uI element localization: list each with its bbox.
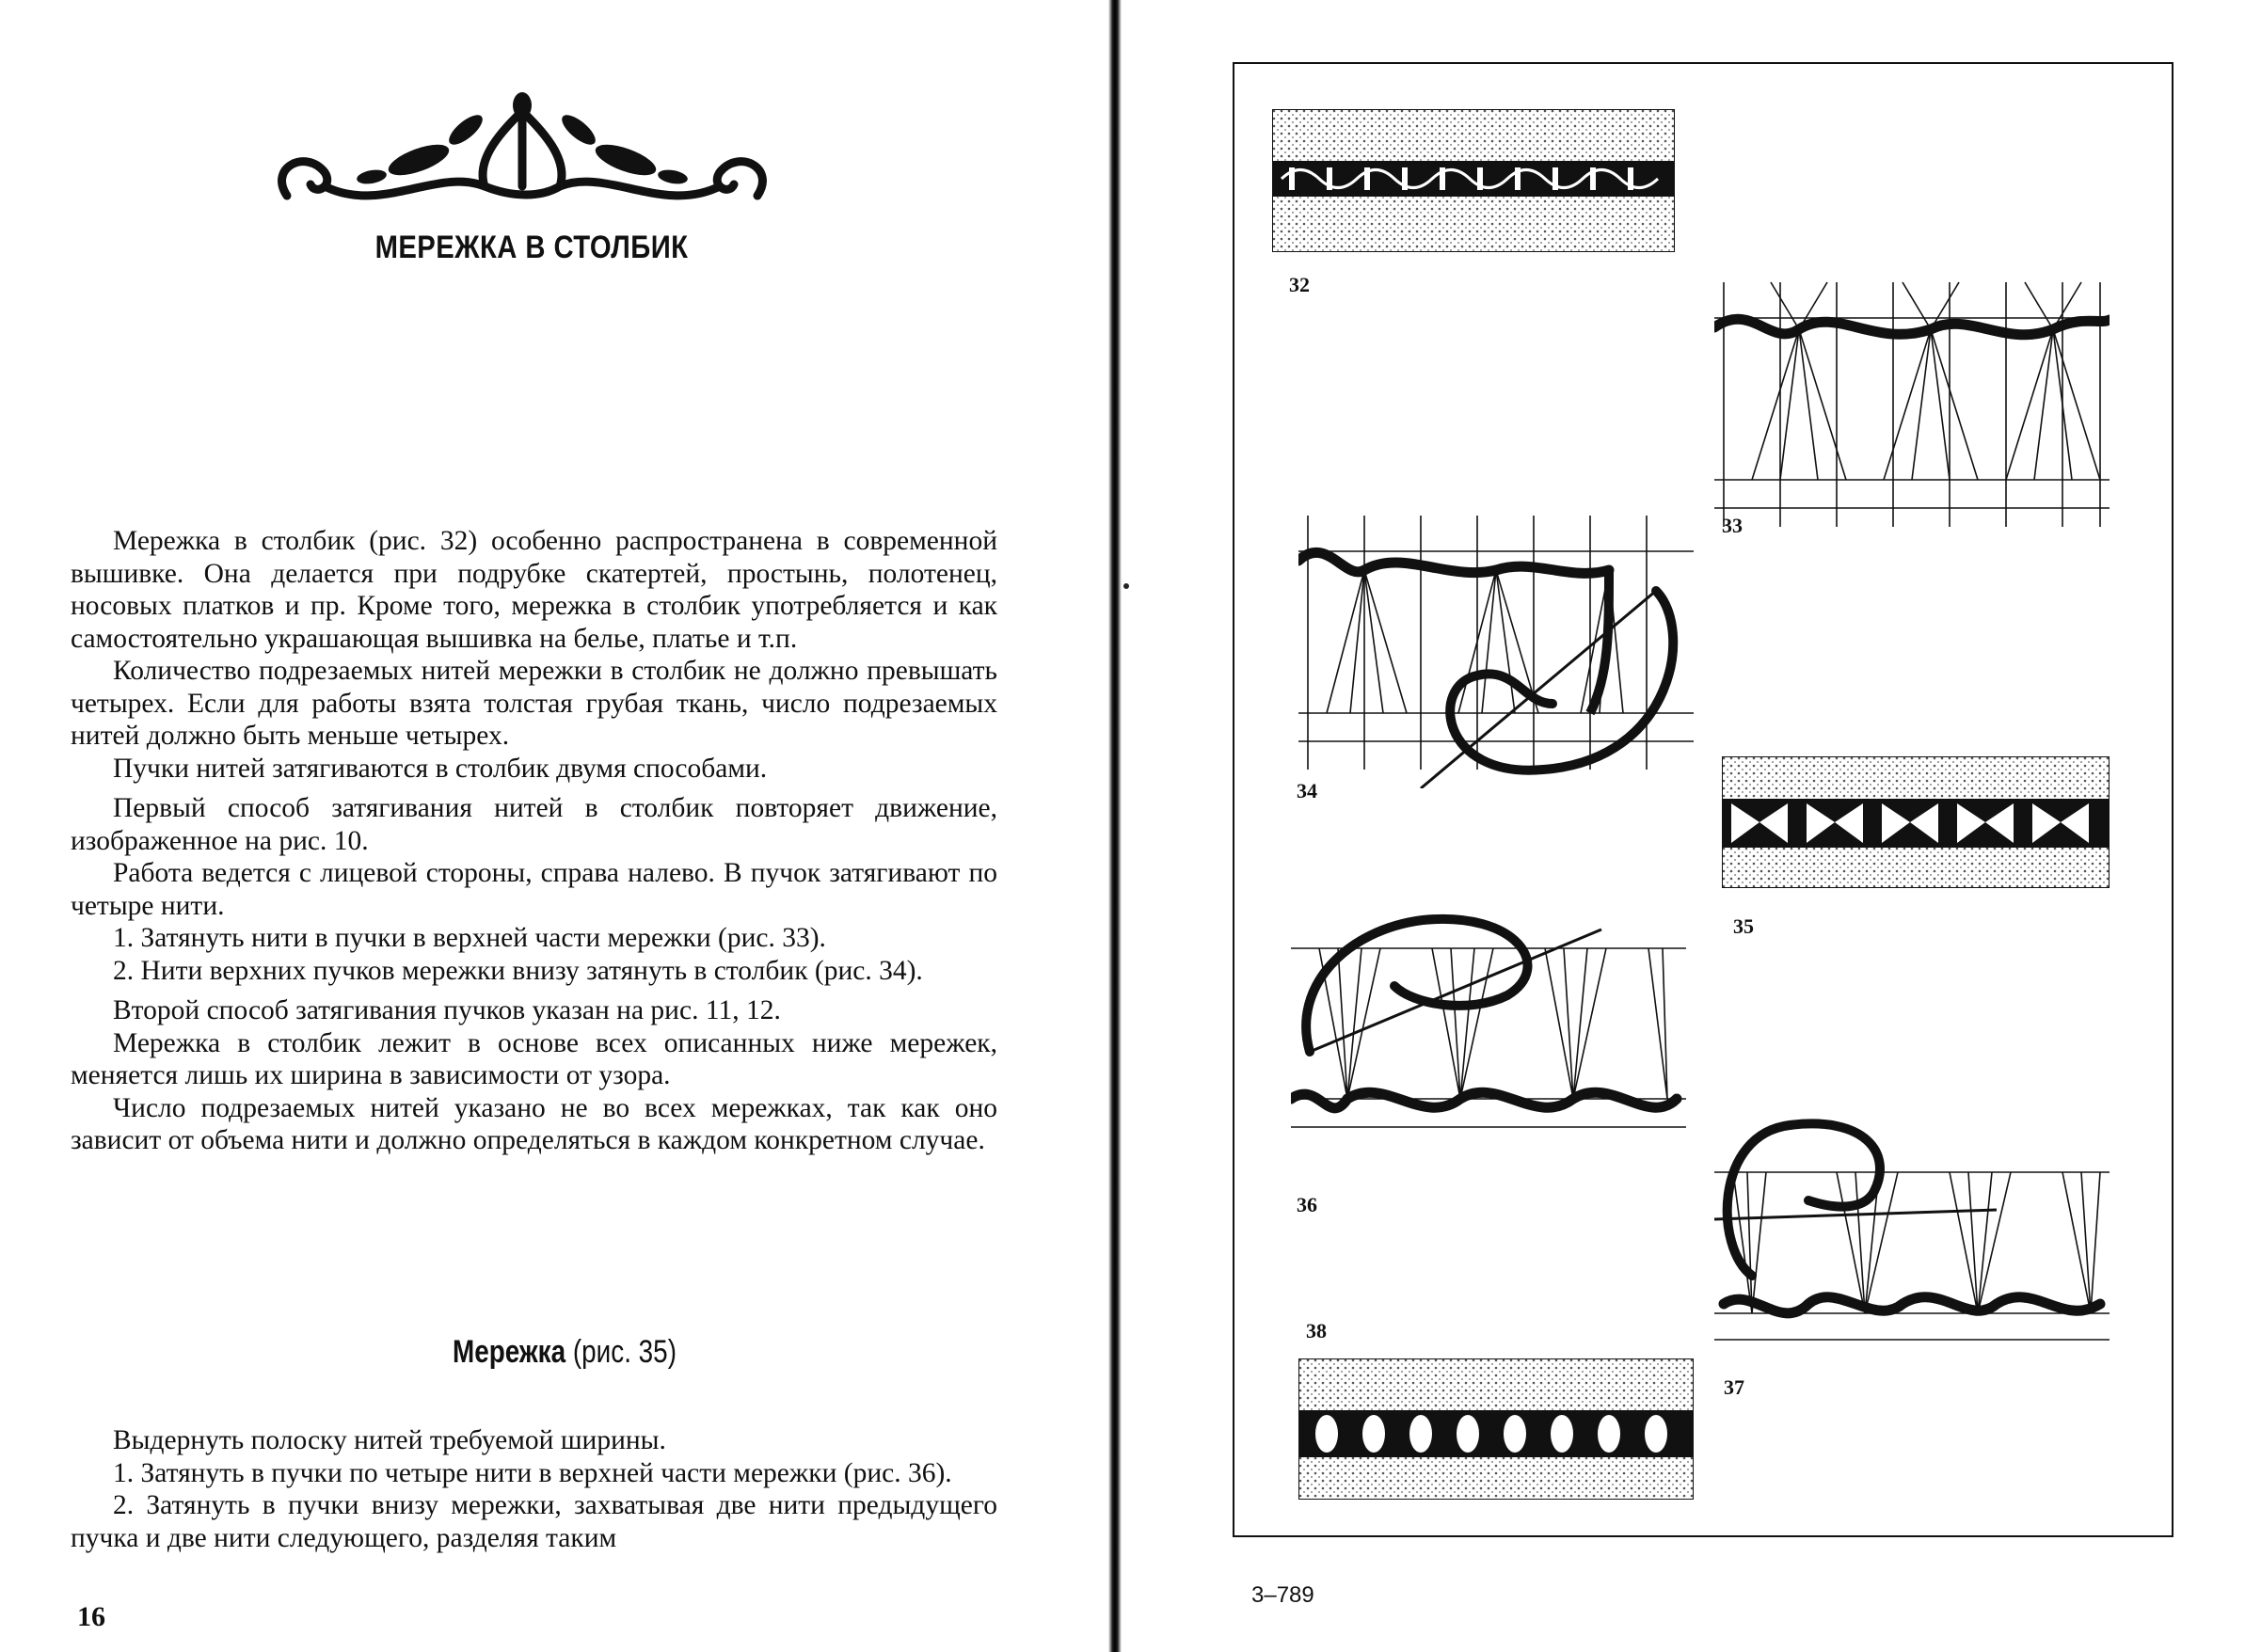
figure-32-photo: [1272, 109, 1675, 252]
figure-36-drawing: [1291, 911, 1686, 1165]
paragraph: Пучки нитей затягиваются в столбик двумя способами.: [113, 753, 768, 784]
paragraph: 1. Затянуть нити в пучки в верхней части мережки (рис. 33).: [113, 923, 826, 953]
body-text: [71, 525, 997, 1157]
figure-label-36: 36: [1297, 1193, 1317, 1216]
paragraph: Выдернуть полоску нитей требуемой ширины.: [113, 1425, 666, 1455]
figure-label-34: 34: [1297, 779, 1317, 802]
subheading-bold: Мережка: [453, 1334, 566, 1370]
figure-label-38: 38: [1306, 1319, 1327, 1342]
page-title: МЕРЕЖКА В СТОЛБИК: [374, 230, 689, 265]
speck-mark: [1123, 583, 1129, 589]
paragraph: Количество подрезаемых нитей мережки в столбик не должно превышать четырех. Если для работы взята толстая грубая ткань, число подрезаемых нитей должно быть меньше четырех.: [71, 656, 997, 751]
paragraph: Число подрезаемых нитей указано не во всех мережках, так как оно зависит от объема нити и должно определяться в каждом конкретном случае.: [71, 1092, 997, 1155]
paragraph: 1. Затянуть в пучки по четыре нити в верхней части мережки (рис. 36).: [113, 1457, 952, 1488]
paragraph: 2. Нити верхних пучков мережки внизу затянуть в столбик (рис. 34).: [113, 955, 923, 986]
figure-38-photo: [1298, 1358, 1694, 1500]
figure-frame: [1233, 62, 2173, 1537]
paragraph: Второй способ затягивания пучков указан на рис. 11, 12.: [113, 995, 781, 1025]
right-page: [1120, 0, 2261, 1652]
subheading-rest: (рис. 35): [565, 1334, 677, 1370]
figure-label-35: 35: [1733, 914, 1754, 938]
printer-sign-code: 3–789: [1251, 1582, 1314, 1608]
paragraph: Мережка в столбик лежит в основе всех описанных ниже мережек, меняется лишь их ширина в зависимости от узора.: [71, 1027, 997, 1090]
figure-label-37: 37: [1724, 1375, 1744, 1399]
figure-33-drawing: [1714, 273, 2110, 546]
floral-ornament-icon: [268, 92, 776, 224]
body-text-2: [71, 1424, 997, 1554]
paragraph: Первый способ затягивания нитей в столбик повторяет движение, изображенное на рис. 10.: [71, 793, 997, 856]
figure-37-drawing: [1714, 1116, 2110, 1362]
figure-label-33: 33: [1722, 514, 1743, 537]
page-number: 16: [77, 1601, 105, 1632]
paragraph: 2. Затянуть в пучки внизу мережки, захватывая две нити предыдущего пучка и две нити следующего, разделяя таким: [71, 1490, 997, 1553]
paragraph: Мережка в столбик (рис. 32) особенно распространена в современной вышивке. Она делается при подрубке скатертей, простынь, полотенец, носовых платков и пр. Кроме того, мережка в столбик употребляется и как самостоятельно украшающая вышивка на белье, платье и т.п.: [71, 526, 997, 654]
paragraph: Работа ведется с лицевой стороны, справа налево. В пучок затягивают по четыре нити.: [71, 858, 997, 921]
figure-34-drawing: [1298, 516, 1694, 788]
figure-35-photo: [1722, 756, 2110, 888]
figure-label-32: 32: [1289, 273, 1310, 296]
subheading: [410, 1334, 719, 1371]
left-page: [0, 0, 1110, 1652]
